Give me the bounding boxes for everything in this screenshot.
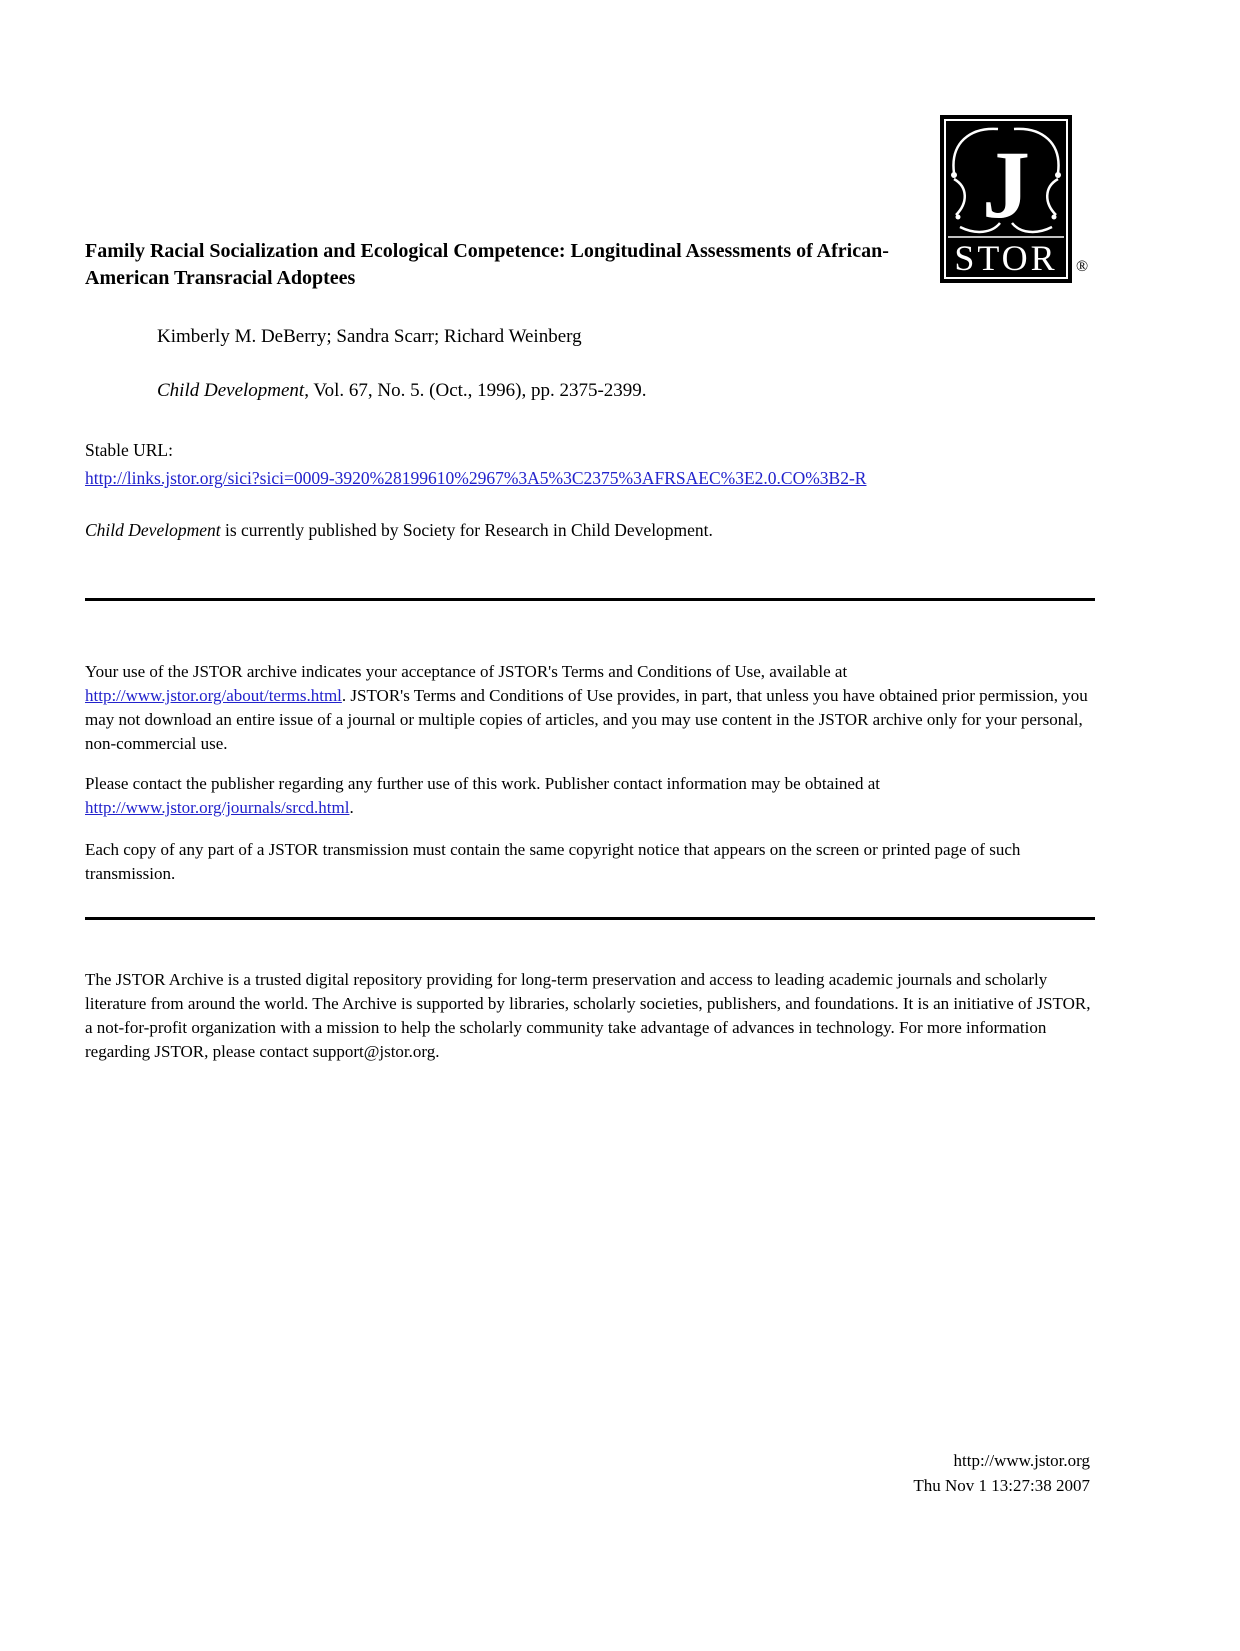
- logo-letter-j: J: [982, 131, 1030, 238]
- journal-name: Child Development: [157, 380, 305, 401]
- footer-url: http://www.jstor.org: [953, 1451, 1090, 1470]
- terms-paragraph: [85, 660, 1099, 756]
- divider-top: [85, 598, 1095, 601]
- footer: [670, 1448, 1090, 1498]
- divider-bottom: [85, 917, 1095, 920]
- terms-text-before-link: Your use of the JSTOR archive indicates your acceptance of JSTOR's Terms and Conditions of Use, available at: [85, 662, 848, 681]
- stable-url-label: Stable URL:: [85, 440, 173, 460]
- publisher-contact-paragraph: [85, 772, 1099, 820]
- stable-url-link[interactable]: http://links.jstor.org/sici?sici=0009-3920%28199610%2967%3A5%3C2375%3AFRSAEC%3E2.0.CO%3B2-R: [85, 468, 867, 488]
- archive-info-paragraph: The JSTOR Archive is a trusted digital repository providing for long-term preservation and access to leading academic journals and scholarly literature from around the world. The Archive is supported by libraries, scholarly societies, publishers, and foundations. It is an initiative of JSTOR, a not-for-profit organization with a mission to help the scholarly community take advantage of advances in technology. For more information regarding JSTOR, please contact support@jstor.org.: [85, 970, 1091, 1061]
- publisher-note-text: is currently published by Society for Research in Child Development.: [220, 520, 713, 540]
- publisher-note: [85, 520, 713, 541]
- registered-trademark-symbol: ®: [1076, 258, 1089, 275]
- article-authors: Kimberly M. DeBerry; Sandra Scarr; Richard Weinberg: [157, 326, 582, 347]
- contact-text-before-link: Please contact the publisher regarding any further use of this work. Publisher contact information may be obtained at: [85, 774, 880, 793]
- contact-text-after-link: .: [349, 798, 354, 817]
- terms-link[interactable]: http://www.jstor.org/about/terms.html: [85, 686, 342, 705]
- citation-details: , Vol. 67, No. 5. (Oct., 1996), pp. 2375-2399.: [304, 380, 647, 401]
- publisher-contact-link[interactable]: http://www.jstor.org/journals/srcd.html: [85, 798, 350, 817]
- footer-timestamp: Thu Nov 1 13:27:38 2007: [913, 1476, 1090, 1495]
- copyright-notice-paragraph: Each copy of any part of a JSTOR transmission must contain the same copyright notice that appears on the screen or printed page of such transmission.: [85, 840, 1021, 883]
- article-title: Family Racial Socialization and Ecological Competence: Longitudinal Assessments of African-American Transracial Adoptees: [85, 240, 889, 289]
- publisher-journal-name: Child Development: [85, 520, 221, 540]
- journal-citation: [157, 380, 647, 402]
- terms-text-after-link: . JSTOR's Terms and Conditions of Use provides, in part, that unless you have obtained prior permission, you may not download an entire issue of a journal or multiple copies of articles, and you may use content in the JSTOR archive only for your personal, non-commercial use.: [85, 686, 1088, 753]
- logo-text-stor: STOR: [954, 238, 1058, 278]
